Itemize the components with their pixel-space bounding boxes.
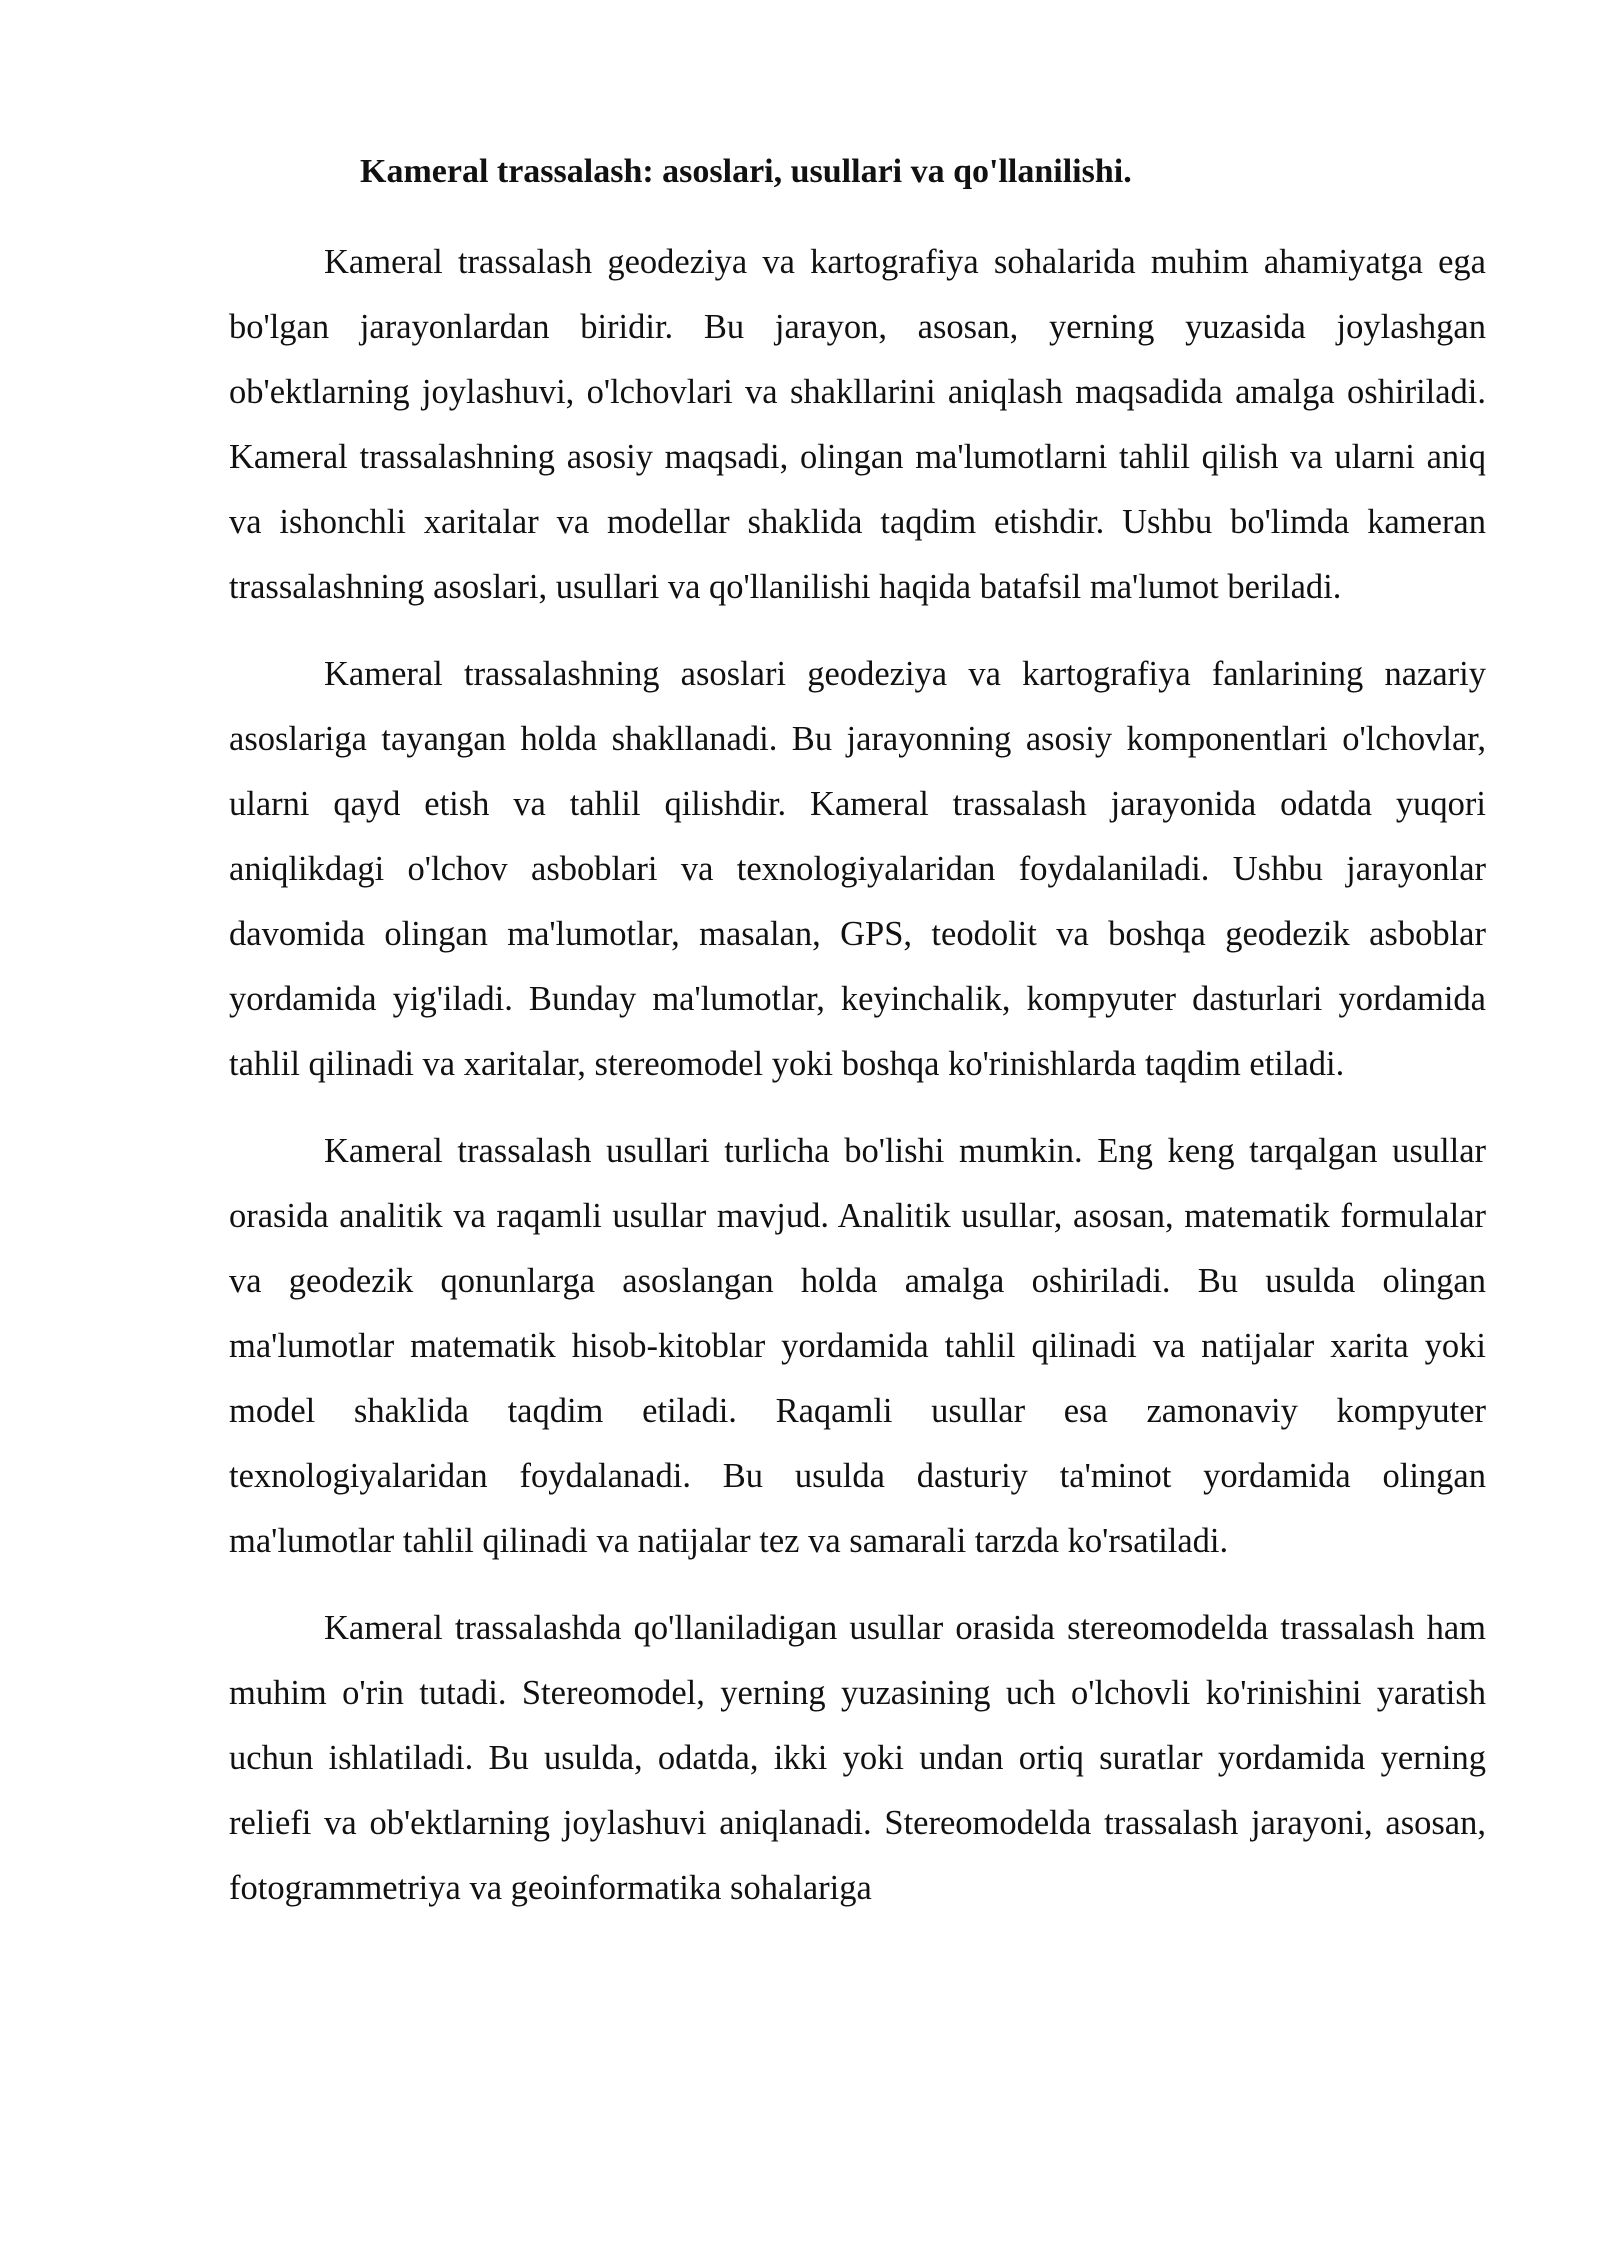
paragraph-2: Kameral trassalashning asoslari geodeziya va kartografiya fanlarining nazariy asoslariga tayangan holda shakllanadi. Bu jarayonning asosiy komponentlari o'lchovlar, ularni qayd etish va tahlil qilishdir. Kameral trassalash jarayonida odatda yuqori aniqlikdagi o'lchov asboblari va texnologiyalaridan foydalaniladi. Ushbu jarayonlar davomida olingan ma'lumotlar, masalan, GPS, teodolit va boshqa geodezik asboblar yordamida yig'iladi. Bunday ma'lumotlar, keyinchalik, kompyuter dasturlari yordamida tahlil qilinadi va xaritalar, stereomodel yoki boshqa ko'rinishlarda taqdim etiladi.	[229, 655, 1486, 1083]
paragraph-3: Kameral trassalash usullari turlicha bo'lishi mumkin. Eng keng tarqalgan usullar orasida analitik va raqamli usullar mavjud. Analitik usullar, asosan, matematik formulalar va geodezik qonunlarga asoslangan holda amalga oshiriladi. Bu usulda olingan ma'lumotlar matematik hisob-kitoblar yordamida tahlil qilinadi va natijalar xarita yoki model shaklida taqdim etiladi. Raqamli usullar esa zamonaviy kompyuter texnologiyalaridan foydalanadi. Bu usulda dasturiy ta'minot yordamida olingan ma'lumotlar tahlil qilinadi va natijalar tez va samarali tarzda ko'rsatiladi.	[229, 1132, 1486, 1560]
paragraph-1: Kameral trassalash geodeziya va kartografiya sohalarida muhim ahamiyatga ega bo'lgan jarayonlardan biridir. Bu jarayon, asosan, yerning yuzasida joylashgan ob'ektlarning joylashuvi, o'lchovlari va shakllarini aniqlash maqsadida amalga oshiriladi. Kameral trassalashning asosiy maqsadi, olingan ma'lumotlarni tahlil qilish va ularni aniq va ishonchli xaritalar va modellar shaklida taqdim etishdir. Ushbu bo'limda kameran trassalashning asoslari, usullari va qo'llanilishi haqida batafsil ma'lumot beriladi.	[229, 243, 1486, 606]
document-title: Kameral trassalash: asoslari, usullari va qo'llanilishi.	[360, 153, 1132, 190]
paragraph-4: Kameral trassalashda qo'llaniladigan usullar orasida stereomodelda trassalash ham muhim o'rin tutadi. Stereomodel, yerning yuzasining uch o'lchovli ko'rinishini yaratish uchun ishlatiladi. Bu usulda, odatda, ikki yoki undan ortiq suratlar yordamida yerning reliefi va ob'ektlarning joylashuvi aniqlanadi. Stereomodelda trassalash jarayoni, asosan, fotogrammetriya va geoinformatika sohalariga	[229, 1609, 1486, 1907]
document-page	[229, 150, 1486, 1943]
